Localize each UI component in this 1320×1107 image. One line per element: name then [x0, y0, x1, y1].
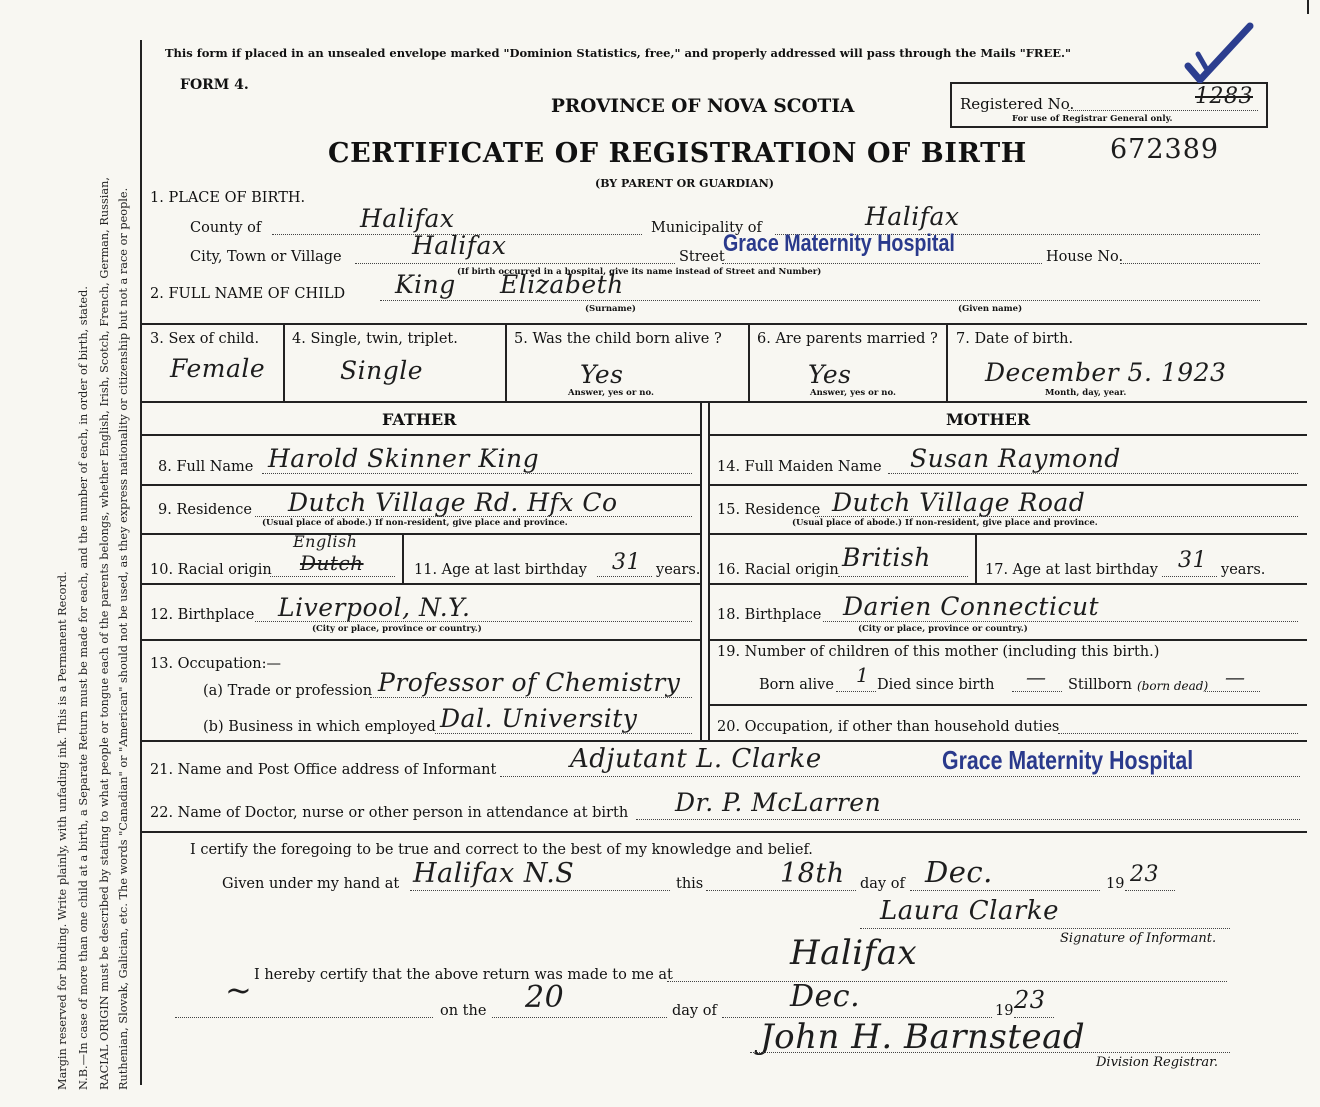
mother-occupation-label: 20. Occupation, if other than household duties [717, 719, 1060, 735]
informant-name: Adjutant L. Clarke [570, 744, 822, 774]
col-divider-3 [748, 323, 750, 401]
informant-signature-label: Signature of Informant. [1060, 931, 1217, 946]
mother-birthplace-note: (City or place, province or country.) [858, 624, 1028, 634]
mother-name-value: Susan Raymond [910, 444, 1121, 473]
child-name-line [380, 300, 1260, 301]
born-alive-count-label: Born alive [759, 677, 834, 693]
informant-line [500, 776, 1300, 777]
mother-row-rule-3 [708, 583, 1307, 585]
registrar-place-line [667, 981, 1227, 982]
mother-age-label: 17. Age at last birthday [985, 562, 1158, 578]
father-name-line [262, 473, 692, 474]
given-day-value: 18th [780, 858, 845, 889]
father-heading-rule [140, 434, 700, 436]
plurality-value: Single [340, 356, 424, 385]
mother-children-label: 19. Number of children of this mother (including this birth.) [717, 644, 1160, 660]
father-racial-label: 10. Racial origin [150, 562, 272, 578]
stillborn-count: — [1225, 665, 1246, 689]
father-name-label: 8. Full Name [158, 459, 254, 475]
died-since-birth-line [1012, 691, 1062, 692]
city-value: Halifax [412, 231, 507, 260]
date-of-birth-label: 7. Date of birth. [956, 331, 1074, 347]
plurality-label: 4. Single, twin, triplet. [292, 331, 458, 347]
registrar-month-value: Dec. [790, 979, 861, 1014]
given-day-of-label: day of [860, 876, 905, 892]
row-divider-certification [140, 831, 1307, 833]
mother-occupation-line [1058, 733, 1298, 734]
mother-racial-label: 16. Racial origin [717, 562, 839, 578]
registered-line [1068, 110, 1258, 111]
father-trade-line [370, 697, 692, 698]
row-divider-parents [140, 401, 1307, 403]
registrar-day-of-label: day of [672, 1003, 717, 1019]
registrar-initials: ~ [225, 971, 253, 1009]
father-age-label: 11. Age at last birthday [414, 562, 587, 578]
born-alive-answer: Yes [580, 360, 624, 389]
father-row-rule-3 [140, 583, 700, 585]
mother-age-value: 31 [1178, 548, 1207, 573]
municipality-label: Municipality of [651, 220, 762, 236]
sex-label: 3. Sex of child. [150, 331, 260, 347]
registrar-note: For use of Registrar General only. [1012, 114, 1173, 124]
father-residence-value: Dutch Village Rd. Hfx Co [288, 488, 618, 517]
father-business-label: (b) Business in which employed [203, 719, 436, 735]
mother-name-label: 14. Full Maiden Name [717, 459, 882, 475]
place-of-birth-label: 1. PLACE OF BIRTH. [150, 190, 306, 206]
father-age-line [597, 576, 652, 577]
registrar-blank-line [175, 1017, 433, 1018]
mother-birthplace-line [823, 621, 1298, 622]
street-stamp: Grace Maternity Hospital [723, 230, 955, 257]
born-alive-count: 1 [856, 663, 870, 687]
certificate-title: CERTIFICATE OF REGISTRATION OF BIRTH [328, 138, 1027, 169]
registrar-signature-line [750, 1052, 1230, 1053]
row-divider-informant [140, 740, 1307, 742]
county-label: County of [190, 220, 262, 236]
mother-residence-note: (Usual place of abode.) If non-resident, give place and province. [792, 518, 1098, 528]
father-birthplace-note: (City or place, province or country.) [312, 624, 482, 634]
house-number-label: House No. [1046, 249, 1124, 265]
given-day-line [706, 890, 856, 891]
registrar-signature: John H. Barnstead [760, 1017, 1086, 1057]
given-year-prefix: 19 [1106, 876, 1125, 892]
sex-value: Female [170, 354, 266, 383]
father-business-line [435, 733, 692, 734]
father-row-rule-1 [140, 484, 700, 486]
mother-years-label: years. [1221, 562, 1266, 578]
informant-signature: Laura Clarke [880, 896, 1059, 926]
mother-row-rule-5 [708, 704, 1307, 706]
this-label: this [676, 876, 704, 892]
father-birthplace-value: Liverpool, N.Y. [278, 593, 471, 622]
certify-statement: I certify the foregoing to be true and correct to the best of my knowledge and belief. [190, 842, 813, 858]
father-years-label: years. [656, 562, 701, 578]
row-divider-top [140, 323, 1307, 325]
father-row-rule-2 [140, 533, 700, 535]
mother-row-rule-1 [708, 484, 1307, 486]
child-surname: King [395, 270, 456, 299]
house-number-line [1120, 263, 1260, 264]
registrar-statement: I hereby certify that the above return was made to me at [254, 967, 673, 983]
mother-row-rule-4 [708, 639, 1307, 641]
hospital-note: (If birth occurred in a hospital, give its name instead of Street and Number) [457, 267, 822, 277]
left-border [140, 40, 142, 1085]
mother-row-rule-2 [708, 533, 1307, 535]
died-since-birth-count: — [1026, 665, 1047, 689]
surname-note: (Surname) [585, 304, 636, 314]
registered-number: 1283 [1195, 84, 1253, 109]
mother-name-line [888, 473, 1298, 474]
registrar-day-value: 20 [525, 980, 565, 1015]
stillborn-label: Stillborn [1068, 677, 1132, 693]
mother-birthplace-value: Darien Connecticut [843, 592, 1100, 621]
margin-note-2: N.B.—In case of more than one child at a birth, a Separate Return must be made for each, and the number of each, in order of birth, stated. [77, 286, 90, 1090]
mother-age-divider [975, 533, 977, 583]
corner-mark [1307, 0, 1309, 14]
division-registrar-label: Division Registrar. [1096, 1055, 1218, 1070]
margin-note-4: Ruthenian, Slovak, Galician, etc. The words "Canadian" or "American" should not be used, as they express nationality or citizenship but not a race or people. [117, 187, 130, 1090]
father-business-value: Dal. University [440, 704, 638, 733]
given-name-note: (Given name) [958, 304, 1023, 314]
certificate-subtitle: (BY PARENT OR GUARDIAN) [595, 177, 774, 190]
street-line [722, 263, 1042, 264]
on-the-label: on the [440, 1003, 487, 1019]
father-heading: FATHER [382, 410, 457, 429]
born-alive-count-line [836, 691, 876, 692]
col-divider-4 [946, 323, 948, 401]
date-of-birth-note: Month, day, year. [1045, 388, 1127, 398]
given-month-line [910, 890, 1100, 891]
mother-residence-label: 15. Residence [717, 502, 821, 518]
father-racial-struck: Dutch [300, 551, 364, 575]
given-place-value: Halifax N.S [413, 858, 575, 889]
margin-note-3: RACIAL ORIGIN must be described by stating to what people or tongue each of the parents belongs, whether English, Irish, Scotch, French, German, Russian, [98, 177, 111, 1090]
born-alive-note: Answer, yes or no. [568, 388, 654, 398]
mother-racial-line [838, 576, 968, 577]
mother-residence-value: Dutch Village Road [832, 488, 1086, 517]
father-birthplace-label: 12. Birthplace [150, 607, 255, 623]
informant-label: 21. Name and Post Office address of Informant [150, 762, 497, 778]
father-trade-label: (a) Trade or profession [203, 683, 373, 699]
col-divider-2 [505, 323, 507, 401]
street-label: Street [679, 249, 725, 265]
registrar-year-prefix: 19 [995, 1003, 1014, 1019]
informant-signature-line [860, 928, 1230, 929]
given-month-value: Dec. [925, 855, 993, 889]
father-trade-value: Professor of Chemistry [378, 668, 681, 697]
died-since-birth-label: Died since birth [877, 677, 995, 693]
city-line [355, 263, 675, 264]
mother-heading-rule [708, 434, 1307, 436]
parents-married-question: 6. Are parents married ? [757, 331, 938, 347]
father-residence-note: (Usual place of abode.) If non-resident, give place and province. [262, 518, 568, 528]
father-racial-value: English [293, 532, 358, 551]
mother-age-line [1162, 576, 1217, 577]
given-year-line [1125, 890, 1175, 891]
child-given-name: Elizabeth [500, 270, 624, 299]
mother-column-rule [708, 401, 710, 740]
check-mark-icon [1180, 18, 1260, 83]
city-label: City, Town or Village [190, 249, 342, 265]
father-age-divider [402, 533, 404, 583]
father-residence-label: 9. Residence [158, 502, 252, 518]
given-under-hand-label: Given under my hand at [222, 876, 400, 892]
doctor-label: 22. Name of Doctor, nurse or other person in attendance at birth [150, 805, 629, 821]
doctor-line [636, 819, 1300, 820]
col-divider-1 [283, 323, 285, 401]
registrar-year-value: 23 [1014, 986, 1046, 1014]
date-of-birth-value: December 5. 1923 [985, 358, 1227, 387]
stillborn-note: (born dead) [1137, 679, 1209, 693]
margin-note-1: Margin reserved for binding. Write plainly, with unfading ink. This is a Permanent Record. [56, 571, 69, 1090]
mother-racial-value: British [842, 543, 931, 572]
registrar-place-value: Halifax [790, 933, 918, 973]
father-age-value: 31 [612, 550, 641, 575]
municipality-value: Halifax [865, 202, 960, 231]
father-occupation-label: 13. Occupation:— [150, 656, 281, 672]
stillborn-line [1205, 691, 1260, 692]
county-value: Halifax [360, 204, 455, 233]
doctor-name: Dr. P. McLarren [675, 788, 882, 817]
certificate-number: 672389 [1110, 134, 1220, 165]
registered-label: Registered No. [960, 95, 1075, 113]
form-number: FORM 4. [180, 77, 249, 93]
given-place-line [410, 890, 670, 891]
given-year-value: 23 [1130, 862, 1159, 887]
parents-married-answer: Yes [808, 360, 852, 389]
father-row-rule-4 [140, 639, 700, 641]
parents-married-note: Answer, yes or no. [810, 388, 896, 398]
father-racial-line [270, 576, 395, 577]
informant-address-stamp: Grace Maternity Hospital [942, 745, 1194, 775]
mother-birthplace-label: 18. Birthplace [717, 607, 822, 623]
born-alive-question: 5. Was the child born alive ? [514, 331, 722, 347]
province-heading: PROVINCE OF NOVA SCOTIA [551, 96, 855, 117]
father-name-value: Harold Skinner King [268, 444, 540, 473]
child-name-label: 2. FULL NAME OF CHILD [150, 286, 346, 302]
mother-heading: MOTHER [946, 410, 1031, 429]
mail-notice: This form if placed in an unsealed envelope marked "Dominion Statistics, free," and properly addressed will pass through the Mails "FREE." [165, 46, 1072, 60]
registrar-day-line [492, 1017, 667, 1018]
